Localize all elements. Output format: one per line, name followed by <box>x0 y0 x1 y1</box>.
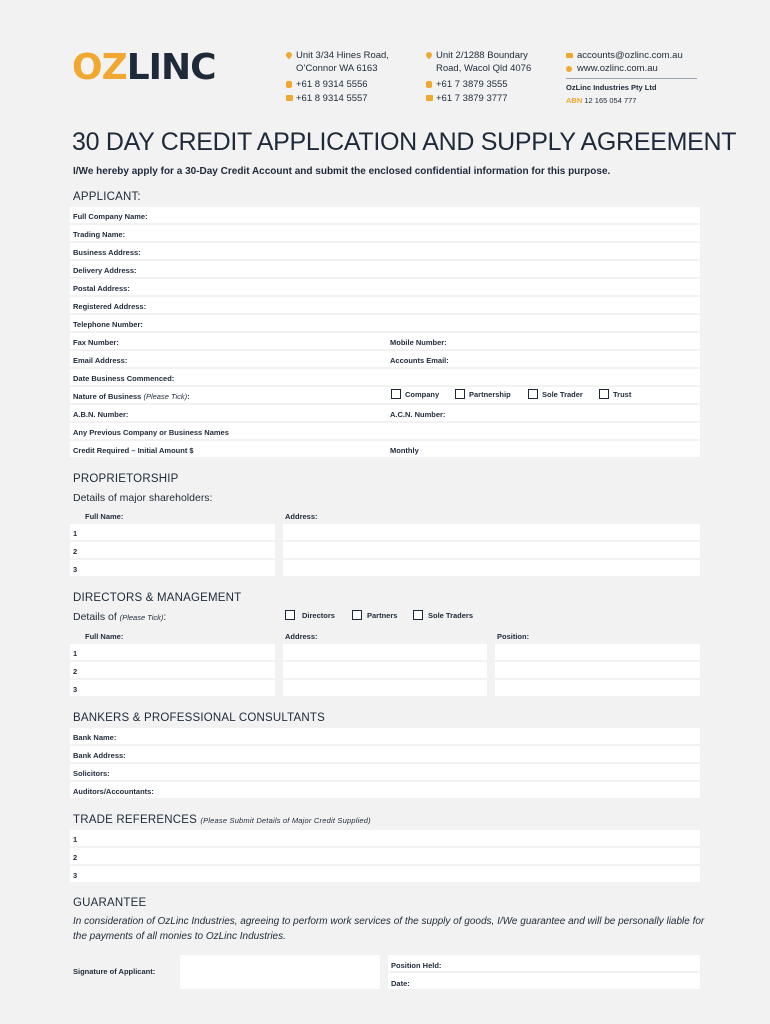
trust-checkbox[interactable] <box>599 389 609 399</box>
delivery-address-field[interactable] <box>70 261 700 277</box>
solicitors-label: Solicitors: <box>73 769 110 778</box>
monthly-label: Monthly <box>390 446 419 455</box>
row-number: 2 <box>73 853 78 862</box>
directors-sub-text: Details of <box>73 611 117 623</box>
sole-trader-option-label: Sole Trader <box>542 390 583 399</box>
brisbane-address-line2: Road, Wacol Qld 4076 <box>436 63 532 74</box>
director-name-field[interactable] <box>70 644 275 660</box>
trust-option-label: Trust <box>613 390 632 399</box>
shareholder-full-name-header: Full Name: <box>85 512 124 521</box>
director-address-header: Address: <box>285 632 318 641</box>
date-label: Date: <box>391 979 410 988</box>
contact-website[interactable]: www.ozlinc.com.au <box>577 63 658 74</box>
fax-mobile-row[interactable] <box>70 333 700 349</box>
perth-phone: +61 8 9314 5556 <box>296 79 368 90</box>
proprietorship-heading: PROPRIETORSHIP <box>73 473 179 485</box>
perth-address-line1: Unit 3/34 Hines Road, <box>296 50 389 61</box>
logo-mark <box>72 48 244 84</box>
abn-line <box>566 96 636 105</box>
date-commenced-field[interactable] <box>70 369 700 385</box>
director-position-field[interactable] <box>495 644 700 660</box>
row-number: 3 <box>73 871 78 880</box>
shareholder-address-header: Address: <box>285 512 318 521</box>
position-held-label: Position Held: <box>391 961 442 970</box>
ozlinc-logo <box>72 48 244 84</box>
trade-reference-field[interactable] <box>70 848 700 864</box>
directors-option-label: Directors <box>302 611 335 620</box>
director-address-field[interactable] <box>283 680 487 696</box>
nature-label-text: Nature of Business <box>73 392 142 401</box>
trade-reference-field[interactable] <box>70 830 700 846</box>
shareholder-name-field[interactable] <box>70 560 275 576</box>
company-name: OzLinc Industries Pty Ltd <box>566 83 657 92</box>
company-checkbox[interactable] <box>391 389 401 399</box>
brisbane-phone: +61 7 3879 3555 <box>436 79 508 90</box>
nature-colon: : <box>187 392 190 401</box>
header-divider <box>566 78 697 79</box>
trade-references-heading <box>73 814 371 826</box>
director-full-name-header: Full Name: <box>85 632 124 641</box>
full-company-name-label: Full Company Name: <box>73 212 148 221</box>
bank-address-field[interactable] <box>70 746 700 762</box>
email-address-label: Email Address: <box>73 356 128 365</box>
previous-names-field[interactable] <box>70 423 700 439</box>
solicitors-field[interactable] <box>70 764 700 780</box>
acn-number-label: A.C.N. Number: <box>390 410 446 419</box>
location-pin-icon <box>425 51 433 59</box>
please-tick-note: (Please Tick) <box>119 613 164 622</box>
telephone-number-label: Telephone Number: <box>73 320 143 329</box>
perth-address-line2: O’Connor WA 6163 <box>296 63 378 74</box>
web-icon <box>566 66 572 72</box>
director-position-header: Position: <box>497 632 530 641</box>
row-number: 1 <box>73 529 78 538</box>
director-position-field[interactable] <box>495 662 700 678</box>
credit-required-row[interactable] <box>70 441 700 457</box>
sole-traders-option-label: Sole Traders <box>428 611 474 620</box>
partnership-option-label: Partnership <box>469 390 511 399</box>
phone-icon <box>426 81 432 88</box>
partnership-checkbox[interactable] <box>455 389 465 399</box>
telephone-number-field[interactable] <box>70 315 700 331</box>
mobile-number-label: Mobile Number: <box>390 338 447 347</box>
accounts-email-label: Accounts Email: <box>390 356 449 365</box>
sole-trader-checkbox[interactable] <box>528 389 538 399</box>
abn-number-label: A.B.N. Number: <box>73 410 129 419</box>
row-number: 3 <box>73 565 78 574</box>
abn-value: 12 165 054 777 <box>584 96 637 105</box>
fax-icon <box>426 95 433 101</box>
intro-text: I/We hereby apply for a 30-Day Credit Account and submit the enclosed confidential information for this purpose. <box>73 166 611 177</box>
svg-text:OZLINC: OZLINC <box>72 48 216 84</box>
director-position-field[interactable] <box>495 680 700 696</box>
perth-address <box>296 49 389 75</box>
postal-address-field[interactable] <box>70 279 700 295</box>
partners-option-label: Partners <box>367 611 398 620</box>
location-pin-icon <box>285 51 293 59</box>
directors-sub-colon: : <box>163 611 167 623</box>
guarantee-heading: GUARANTEE <box>73 897 147 909</box>
full-company-name-field[interactable] <box>70 207 700 223</box>
phone-icon <box>286 81 292 88</box>
postal-address-label: Postal Address: <box>73 284 130 293</box>
fax-icon <box>286 95 293 101</box>
business-address-label: Business Address: <box>73 248 141 257</box>
director-name-field[interactable] <box>70 680 275 696</box>
credit-required-label: Credit Required – Initial Amount $ <box>73 446 194 455</box>
directors-subheading <box>73 611 166 623</box>
trade-heading-text: TRADE REFERENCES <box>73 814 197 826</box>
shareholder-name-field[interactable] <box>70 542 275 558</box>
email-row[interactable] <box>70 351 700 367</box>
row-number: 2 <box>73 547 78 556</box>
trade-note: (Please Submit Details of Major Credit Supplied) <box>200 816 371 825</box>
company-option-label: Company <box>405 390 440 399</box>
bank-name-field[interactable] <box>70 728 700 744</box>
director-address-field[interactable] <box>283 644 487 660</box>
email-icon <box>566 53 573 58</box>
business-address-field[interactable] <box>70 243 700 259</box>
trading-name-label: Trading Name: <box>73 230 126 239</box>
shareholder-address-field[interactable] <box>283 542 700 558</box>
applicant-heading: APPLICANT: <box>73 191 141 203</box>
date-commenced-label: Date Business Commenced: <box>73 374 175 383</box>
auditors-field[interactable] <box>70 782 700 798</box>
contact-email[interactable]: accounts@ozlinc.com.au <box>577 50 683 61</box>
row-number: 1 <box>73 649 78 658</box>
brisbane-address <box>436 49 531 75</box>
position-held-field[interactable] <box>388 955 700 971</box>
directors-heading: DIRECTORS & MANAGEMENT <box>73 592 242 604</box>
director-name-field[interactable] <box>70 662 275 678</box>
fax-number-label: Fax Number: <box>73 338 119 347</box>
shareholder-address-field[interactable] <box>283 524 700 540</box>
row-number: 1 <box>73 835 78 844</box>
director-address-field[interactable] <box>283 662 487 678</box>
abn-acn-row[interactable] <box>70 405 700 421</box>
date-field[interactable] <box>388 973 700 989</box>
signature-label: Signature of Applicant: <box>73 967 156 976</box>
nature-of-business-label <box>73 392 190 401</box>
previous-names-label: Any Previous Company or Business Names <box>73 428 229 437</box>
registered-address-label: Registered Address: <box>73 302 147 311</box>
bank-address-label: Bank Address: <box>73 751 126 760</box>
shareholder-name-field[interactable] <box>70 524 275 540</box>
perth-fax: +61 8 9314 5557 <box>296 93 368 104</box>
bankers-heading: BANKERS & PROFESSIONAL CONSULTANTS <box>73 712 325 724</box>
proprietorship-subheading: Details of major shareholders: <box>73 492 213 504</box>
shareholder-address-field[interactable] <box>283 560 700 576</box>
auditors-label: Auditors/Accountants: <box>73 787 154 796</box>
row-number: 3 <box>73 685 78 694</box>
abn-label: ABN <box>566 96 583 105</box>
trading-name-field[interactable] <box>70 225 700 241</box>
page-title: 30 DAY CREDIT APPLICATION AND SUPPLY AGREEMENT <box>72 128 737 156</box>
brisbane-address-line1: Unit 2/1288 Boundary <box>436 50 528 61</box>
trade-reference-field[interactable] <box>70 866 700 882</box>
guarantee-text: In consideration of OzLinc Industries, agreeing to perform work services of the supply of goods, I/We guarantee and will be personally liable for the payments of all monies to OzLinc Industries. <box>73 916 705 942</box>
sole-traders-checkbox[interactable] <box>413 610 423 620</box>
bank-name-label: Bank Name: <box>73 733 117 742</box>
delivery-address-label: Delivery Address: <box>73 266 137 275</box>
row-number: 2 <box>73 667 78 676</box>
partners-checkbox[interactable] <box>352 610 362 620</box>
directors-checkbox[interactable] <box>285 610 295 620</box>
signature-field[interactable] <box>180 955 380 989</box>
brisbane-fax: +61 7 3879 3777 <box>436 93 508 104</box>
please-tick-note: (Please Tick) <box>143 392 188 401</box>
registered-address-field[interactable] <box>70 297 700 313</box>
